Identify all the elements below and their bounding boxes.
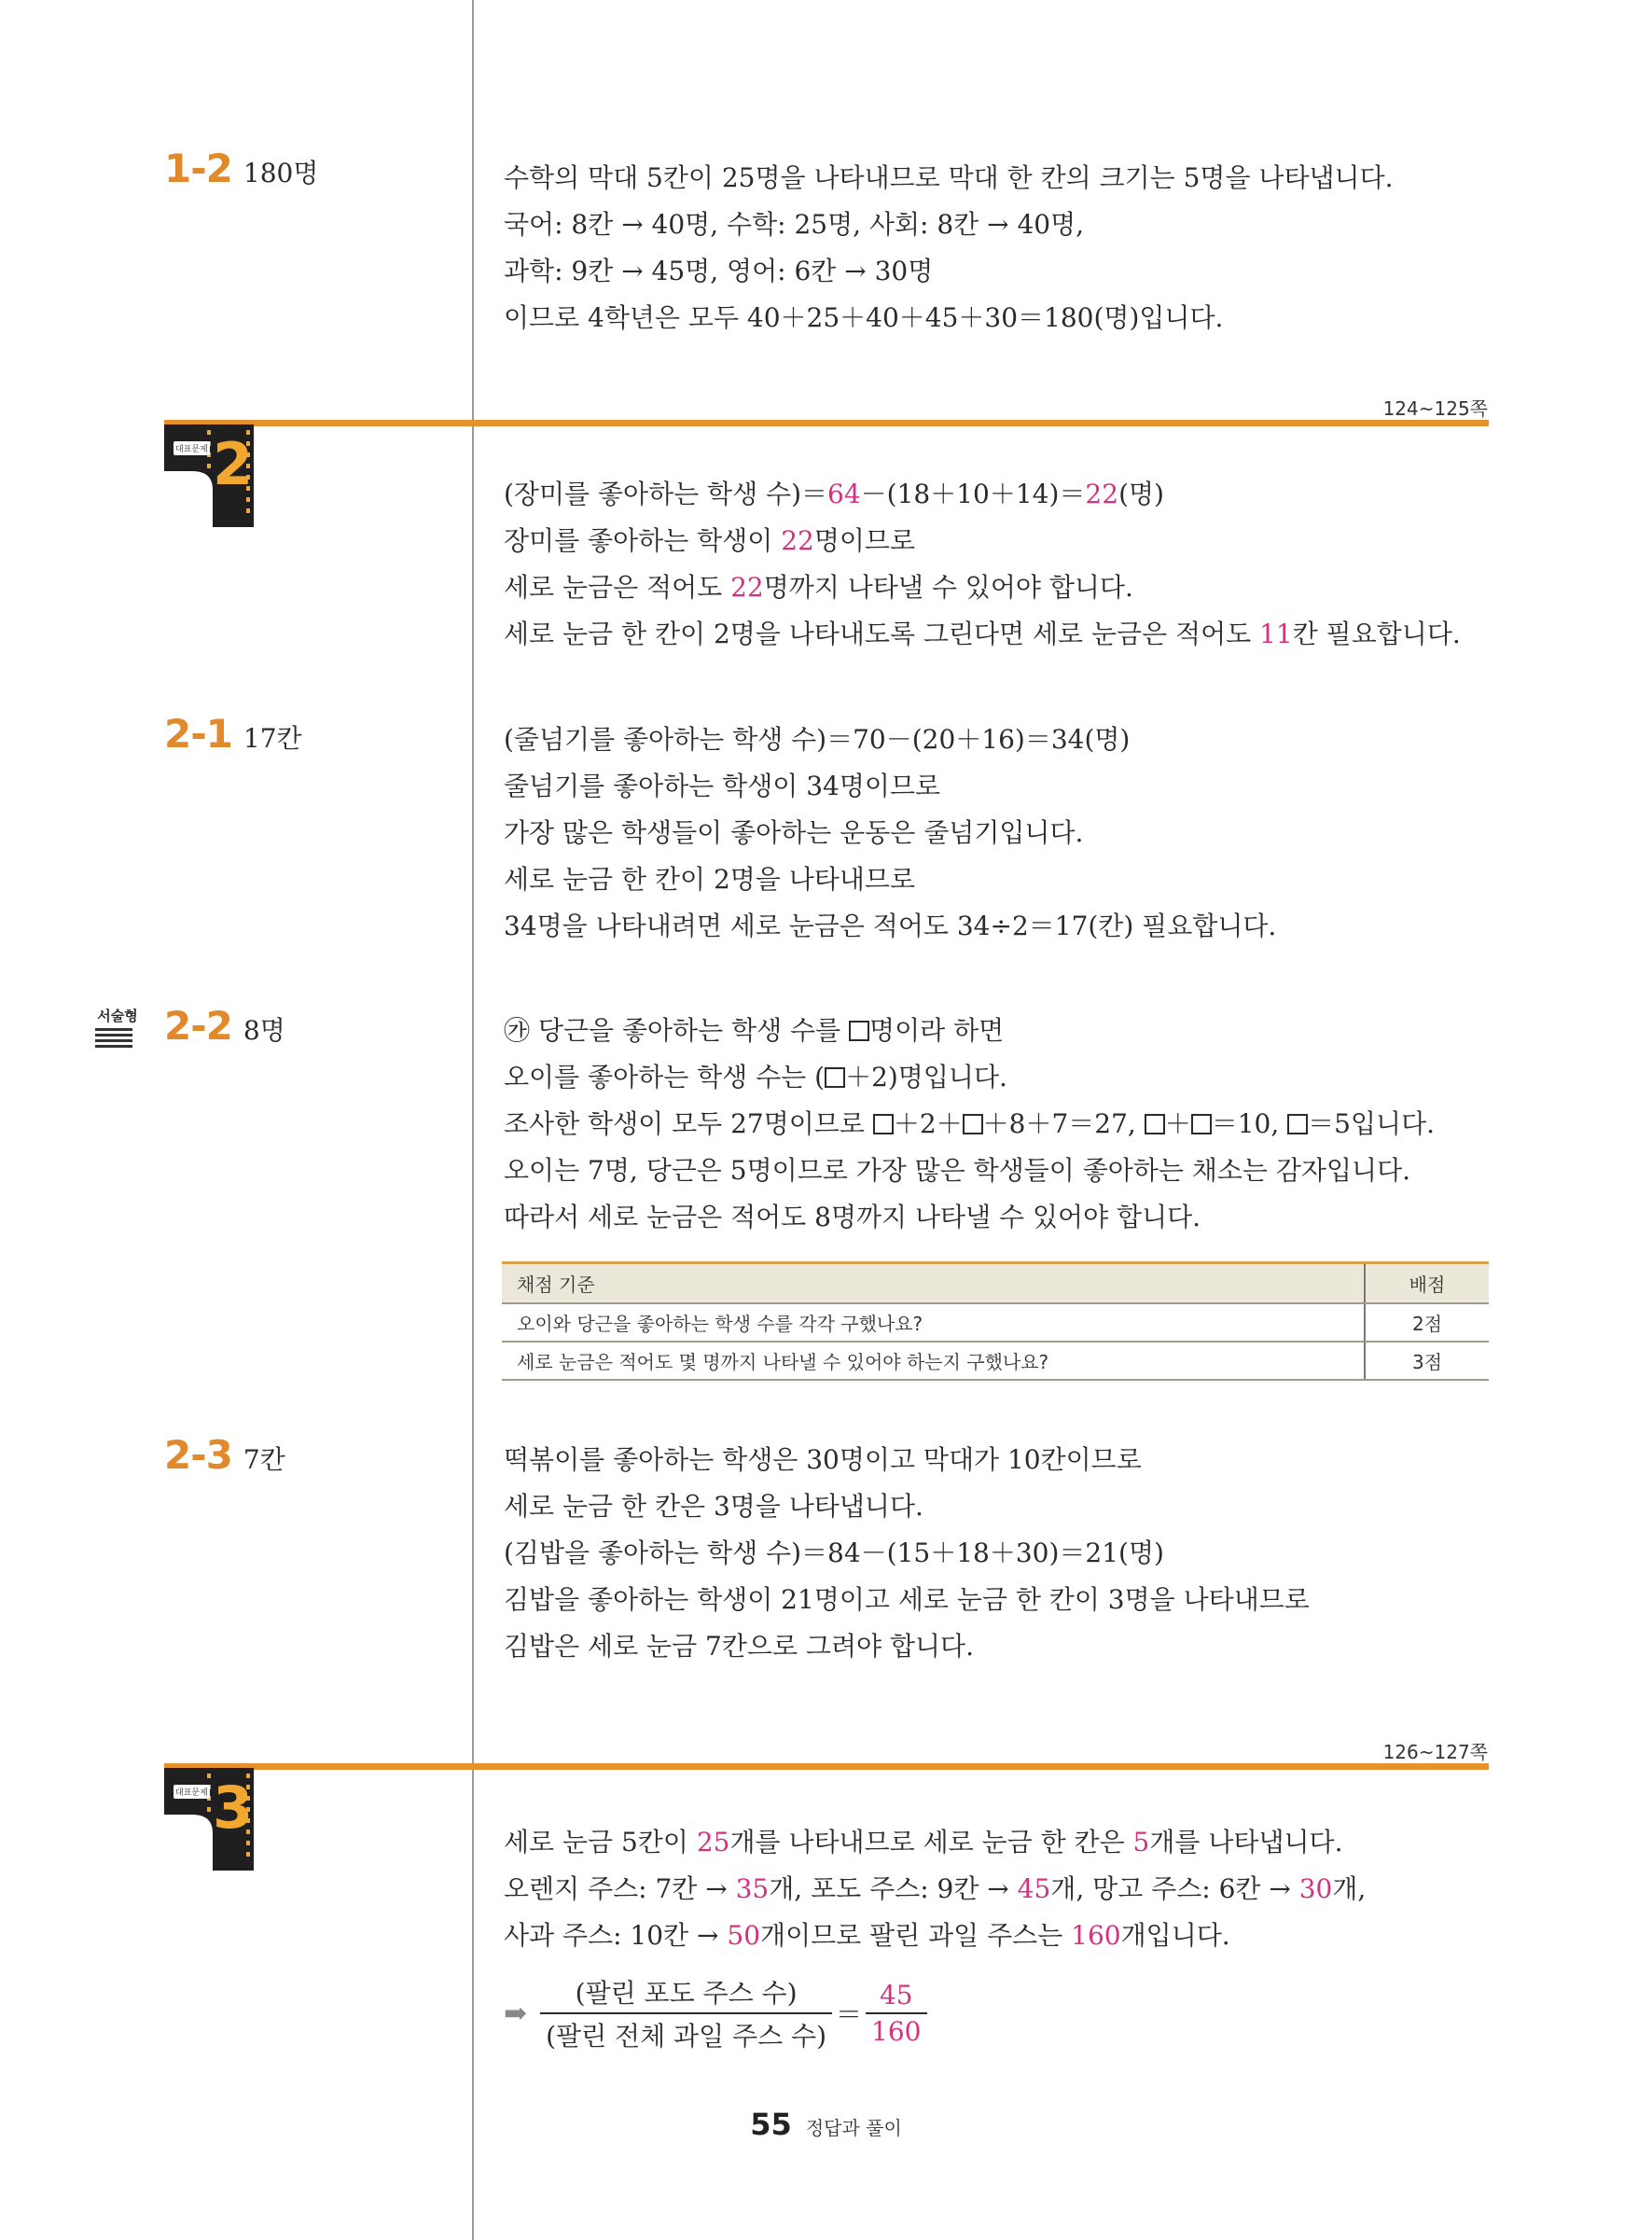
solution-line: 오이는 7명, 당근은 5명이므로 가장 많은 학생들이 좋아하는 채소는 감자입니다. xyxy=(504,1155,1411,1186)
fraction-denominator: (팔린 전체 과일 주스 수) xyxy=(546,2021,827,2052)
solution-line: 세로 눈금 5칸이 25개를 나타내므로 세로 눈금 한 칸은 5개를 나타냅니다. xyxy=(504,1827,1343,1857)
question-number: 2-2 xyxy=(164,1003,232,1049)
representative-problem-badge-3 xyxy=(164,1768,254,1871)
solution-1-2 xyxy=(504,155,1394,341)
representative-problem-badge-2 xyxy=(164,424,254,527)
blank-box-icon xyxy=(1191,1114,1212,1134)
badge-number: 2 xyxy=(213,430,254,498)
solution-line: (장미를 좋아하는 학생 수)＝64－(18＋10＋14)＝22(명) xyxy=(504,479,1164,509)
fraction-denominator: 160 xyxy=(871,2016,922,2047)
score-cell: 2점 xyxy=(1365,1303,1489,1342)
solution-line: 세로 눈금은 적어도 22명까지 나타낼 수 있어야 합니다. xyxy=(504,572,1133,603)
solution-line: 김밥을 좋아하는 학생이 21명이고 세로 눈금 한 칸이 3명을 나타내므로 xyxy=(504,1584,1310,1615)
lines-icon xyxy=(90,1028,146,1048)
solution-line: 장미를 좋아하는 학생이 22명이므로 xyxy=(504,525,916,556)
solution-line: 떡볶이를 좋아하는 학생은 30명이고 막대가 10칸이므로 xyxy=(504,1444,1142,1475)
solution-line: 김밥은 세로 눈금 7칸으로 그려야 합니다. xyxy=(504,1631,974,1662)
table-row xyxy=(502,1303,1489,1342)
center-divider xyxy=(472,0,474,2240)
arrow-right-icon: ➡ xyxy=(504,1997,528,2030)
question-number: 1-2 xyxy=(164,146,232,191)
solution-line: 가장 많은 학생들이 좋아하는 운동은 줄넘기입니다. xyxy=(504,817,1084,848)
descriptive-type-marker xyxy=(90,1006,146,1050)
criteria-cell: 세로 눈금은 적어도 몇 명까지 나타낼 수 있어야 하는지 구했나요? xyxy=(502,1342,1365,1380)
badge-caption: 대표문제 xyxy=(174,441,210,455)
score-header: 배점 xyxy=(1365,1263,1489,1304)
question-label-1-2 xyxy=(164,146,318,191)
solution-2-3 xyxy=(504,1437,1310,1670)
word-fraction xyxy=(540,1973,832,2053)
blank-box-icon xyxy=(963,1114,983,1134)
criteria-cell: 오이와 당근을 좋아하는 학생 수를 각각 구했나요? xyxy=(502,1303,1365,1342)
solution-line: 이므로 4학년은 모두 40＋25＋40＋45＋30＝180(명)입니다. xyxy=(504,302,1224,333)
badge-caption: 대표문제 xyxy=(174,1785,210,1799)
solution-2-2 xyxy=(504,1008,1435,1241)
question-label-2-3 xyxy=(164,1432,285,1478)
solution-line: ㉮ 당근을 좋아하는 학생 수를 명이라 하면 xyxy=(504,1015,1005,1046)
solution-line: (줄넘기를 좋아하는 학생 수)＝70－(20＋16)＝34(명) xyxy=(504,724,1131,755)
answer: 17칸 xyxy=(243,723,302,754)
solution-line: 줄넘기를 좋아하는 학생이 34명이므로 xyxy=(504,771,941,801)
footer-label: 정답과 풀이 xyxy=(805,2117,902,2139)
solution-line: 과학: 9칸 → 45명, 영어: 6칸 → 30명 xyxy=(504,256,934,286)
answer: 7칸 xyxy=(243,1444,285,1475)
criteria-header: 채점 기준 xyxy=(502,1263,1365,1304)
fraction-numerator: 45 xyxy=(879,1980,913,2010)
solution-2 xyxy=(504,471,1461,658)
blank-box-icon xyxy=(1287,1114,1308,1134)
blank-box-icon xyxy=(849,1021,869,1041)
fraction-numerator: (팔린 포도 주스 수) xyxy=(575,1978,798,2009)
solution-line: 세로 눈금 한 칸이 2명을 나타내도록 그린다면 세로 눈금은 적어도 11칸 필요합니다. xyxy=(504,619,1461,649)
blank-box-icon xyxy=(825,1067,845,1088)
blank-box-icon xyxy=(1145,1114,1165,1134)
fraction-expression xyxy=(504,1973,927,2053)
solution-line: 수학의 막대 5칸이 25명을 나타내므로 막대 한 칸의 크기는 5명을 나타냅니다. xyxy=(504,162,1394,193)
solution-line: 오이를 좋아하는 학생 수는 ( ＋2)명입니다. xyxy=(504,1062,1007,1092)
section-divider xyxy=(164,420,1489,426)
grading-criteria-table xyxy=(502,1261,1489,1381)
solution-line: 34명을 나타내려면 세로 눈금은 적어도 34÷2＝17(칸) 필요합니다. xyxy=(504,911,1277,941)
page-number: 55 xyxy=(750,2107,792,2142)
solution-line: 세로 눈금 한 칸이 2명을 나타내므로 xyxy=(504,864,915,895)
equals-sign: ＝ xyxy=(836,1999,863,2030)
answer: 8명 xyxy=(243,1015,285,1046)
question-label-2-1 xyxy=(164,711,302,757)
page-reference: 124~125쪽 xyxy=(1382,397,1488,420)
page-reference: 126~127쪽 xyxy=(1382,1741,1488,1763)
question-number: 2-3 xyxy=(164,1432,232,1478)
solution-line: 사과 주스: 10칸 → 50개이므로 팔린 과일 주스는 160개입니다. xyxy=(504,1920,1230,1951)
answer: 180명 xyxy=(243,158,319,188)
solution-line: 조사한 학생이 모두 27명이므로 ＋2＋ ＋8＋7＝27, ＋ ＝10, ＝5입니다. xyxy=(504,1108,1436,1139)
solution-line: 따라서 세로 눈금은 적어도 8명까지 나타낼 수 있어야 합니다. xyxy=(504,1202,1201,1232)
page-footer xyxy=(0,2107,1652,2142)
solution-line: (김밥을 좋아하는 학생 수)＝84－(15＋18＋30)＝21(명) xyxy=(504,1537,1164,1568)
score-cell: 3점 xyxy=(1365,1342,1489,1380)
solution-line: 국어: 8칸 → 40명, 수학: 25명, 사회: 8칸 → 40명, xyxy=(504,209,1085,240)
solution-2-1 xyxy=(504,717,1276,950)
question-label-2-2 xyxy=(164,1003,285,1049)
table-row xyxy=(502,1342,1489,1380)
solution-line: 오렌지 주스: 7칸 → 35개, 포도 주스: 9칸 → 45개, 망고 주스: 6칸 → 30개, xyxy=(504,1873,1367,1904)
blank-box-icon xyxy=(873,1114,894,1134)
value-fraction xyxy=(866,1980,926,2047)
descriptive-type-label: 서술형 xyxy=(97,1008,138,1024)
badge-number: 3 xyxy=(213,1774,254,1842)
question-number: 2-1 xyxy=(164,711,232,757)
solution-line: 세로 눈금 한 칸은 3명을 나타냅니다. xyxy=(504,1491,923,1522)
section-divider xyxy=(164,1763,1489,1770)
solution-3 xyxy=(504,1819,1366,1959)
